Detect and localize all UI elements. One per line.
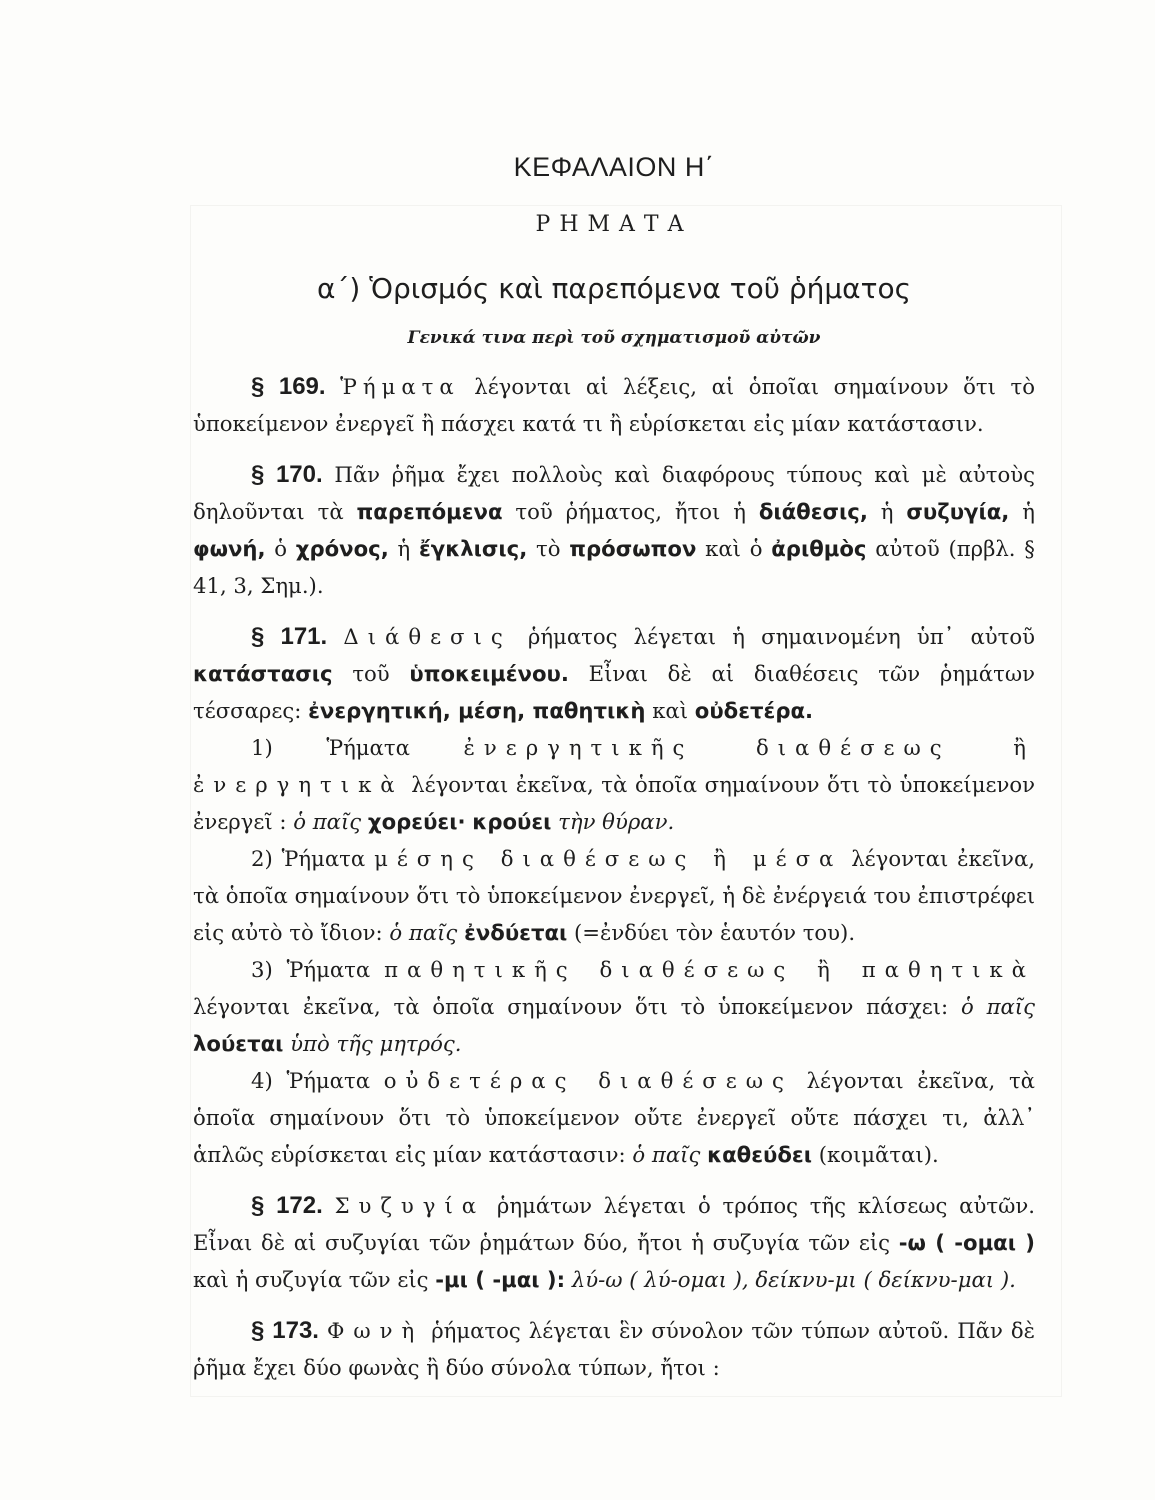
example-bold: λούεται [193,1031,284,1056]
paragraph-text: ἡ [880,499,894,524]
example-text: (κοιμᾶται). [818,1142,939,1167]
item-lead: 1) Ῥήματα [251,735,410,760]
bold-term: διάθεσις, [758,499,868,524]
paragraph-text: ῥήματος λέγεται ἓν σύνολον τῶν τύπων αὐτοῦ. Πᾶν δὲ ῥῆμα ἔχει δύο φωνὰς ἢ δύο σύνολα τύπων, ἤτοι : [193,1318,1035,1380]
paragraph-text: ὁ [274,536,288,561]
bold-term: -ω ( -ομαι ) [898,1230,1035,1255]
bold-term: συζυγία, [906,499,1010,524]
paragraph-text: καὶ ὁ [705,536,763,561]
term-spaced: Συζυγία [334,1193,486,1218]
item-text: λέγονται ἐκεῖνα, τὰ ὁποῖα σημαίνουν ὅτι τὸ ὑποκείμενον ἐνεργεῖ : [193,772,1035,834]
paragraph-text: ἡ [397,536,411,561]
paragraph-number: § 171. [251,623,328,650]
paragraph-text: τὸ [536,536,561,561]
item-text: λέγονται ἐκεῖνα, τὰ ὁποῖα σημαίνουν ὅτι τὸ ὑποκείμενον ἐνεργεῖ, ἡ δὲ ἐνέργειά του ἐπιστρέφει εἰς αὐτὸ τὸ ἴδιον: [193,846,1035,945]
example-bold: κρούει [472,809,552,834]
example-italic: ὁ παῖς [960,994,1035,1019]
section-subtitle: Γενικά τινα περὶ τοῦ σχηματισμοῦ αὐτῶν [407,328,821,348]
bold-term: πρόσωπον [569,536,697,561]
paragraph-172 [193,1187,1035,1298]
example-italic: λύ-ω ( λύ-ομαι ), δείκνυ-μι ( δείκνυ-μαι ). [571,1267,1016,1292]
bold-term: κατάστασις [193,661,333,686]
bold-term: φωνή, [193,536,266,561]
chapter-title: ΚΕΦΑΛΑΙΟΝ Η΄ [513,152,715,182]
term-spaced: ἐνεργητικῆς διαθέσεως ἢ ἐνεργητικὰ [193,735,1035,797]
bold-term: -μι ( -μαι ): [435,1267,566,1292]
term-spaced: παθητικῆς διαθέσεως ἢ παθητικὰ [384,957,1035,982]
diathesis-item-3 [193,951,1035,1062]
example-italic: ὁ παῖς [632,1142,701,1167]
item-text: λέγονται ἐκεῖνα, τὰ ὁποῖα σημαίνουν ὅτι τὸ ὑποκείμενον πάσχει: [193,994,949,1019]
paragraph-173 [193,1312,1035,1386]
paragraph-text: λέγονται αἱ λέξεις, αἱ ὁποῖαι σημαίνουν ὅτι τὸ ὑποκείμενον ἐνεργεῖ ἢ πάσχει κατά τι ἢ εὑρίσκεται εἰς μίαν κατάστασιν. [193,374,1035,436]
diathesis-item-1 [193,729,1035,840]
bold-term: ἐνεργητική, μέση, παθητικὴ [308,698,646,723]
example-bold: καθεύδει [707,1142,812,1167]
paragraph-text: ῥημάτων λέγεται ὁ τρόπος τῆς κλίσεως αὐτῶν. Εἶναι δὲ αἱ συζυγίαι τῶν ῥημάτων δύο, ἤτοι ἡ συζυγία τῶν εἰς [193,1193,1035,1255]
section-title: α΄) Ὁρισμός καὶ παρεπόμενα τοῦ ῥήματος [316,272,912,305]
example-italic: ὑπὸ τῆς μητρός. [290,1031,462,1056]
item-text: λέγονται ἐκεῖνα, τὰ ὁποῖα σημαίνουν ὅτι τὸ ὑποκείμενον οὔτε ἐνεργεῖ οὔτε πάσχει τι, ἀλλ᾽ ἁπλῶς εὑρίσκεται εἰς μίαν κατάστασιν: [193,1068,1035,1167]
page-body [193,368,1035,1386]
paragraph-text: τοῦ ῥήματος, ἤτοι ἡ [515,499,746,524]
part-title: ΡΗΜΑΤΑ [535,212,693,237]
paragraph-text: ἡ [1022,499,1035,524]
example-italic: τὴν θύραν. [558,809,675,834]
bold-term: οὐδετέρα. [694,698,814,723]
term-spaced: μέσης διαθέσεως ἢ μέσα [374,846,843,871]
item-lead: 3) Ῥήματα [251,957,371,982]
bold-term: χρόνος, [295,536,389,561]
item-lead: 4) Ῥήματα [251,1068,371,1093]
item-lead: 2) Ῥήματα [251,846,366,871]
example-italic: ὁ παῖς [293,809,362,834]
example-text: (=ἐνδύει τὸν ἑαυτόν του). [574,920,856,945]
bold-term: ὑποκειμένου. [409,661,569,686]
example-bold: ἐνδύεται [464,920,568,945]
paragraph-number: § 170. [251,461,323,488]
diathesis-item-2 [193,840,1035,951]
paragraph-text: ῥήματος λέγεται ἡ σημαινομένη ὑπ᾽ αὐτοῦ [527,624,1035,649]
paragraph-170 [193,456,1035,604]
paragraph-text: καὶ [652,698,689,723]
paragraph-text: καὶ ἡ συζυγία τῶν εἰς [193,1267,429,1292]
term-spaced: Φωνὴ [326,1318,424,1343]
term-spaced: Ῥήματα [340,374,460,399]
term-spaced: Διάθεσις [343,624,512,649]
paragraph-171 [193,618,1035,729]
paragraph-text: Εἶναι δὲ αἱ διαθέσεις τῶν ῥημάτων τέσσαρες: [193,661,1035,723]
paragraph-number: § 169. [251,373,326,400]
bold-term: ἔγκλισις, [418,536,528,561]
term-spaced: οὐδετέρας διαθέσεως [383,1068,793,1093]
paragraph-text: τοῦ [352,661,390,686]
example-italic: ὁ παῖς [389,920,458,945]
paragraph-number: § 173. [251,1317,319,1344]
paragraph-text: αὐτοῦ (πρβλ. § 41, 3, Σημ.). [193,536,1035,598]
diathesis-item-4 [193,1062,1035,1173]
bold-term: ἀριθμὸς [771,536,867,561]
example-bold: χορεύει· [367,809,466,834]
paragraph-text: Πᾶν ῥῆμα ἔχει πολλοὺς καὶ διαφόρους τύπους καὶ μὲ αὐτοὺς δηλοῦνται τὰ [193,462,1035,524]
paragraph-169 [193,368,1035,442]
bold-term: παρεπόμενα [356,499,503,524]
paragraph-number: § 172. [251,1192,323,1219]
